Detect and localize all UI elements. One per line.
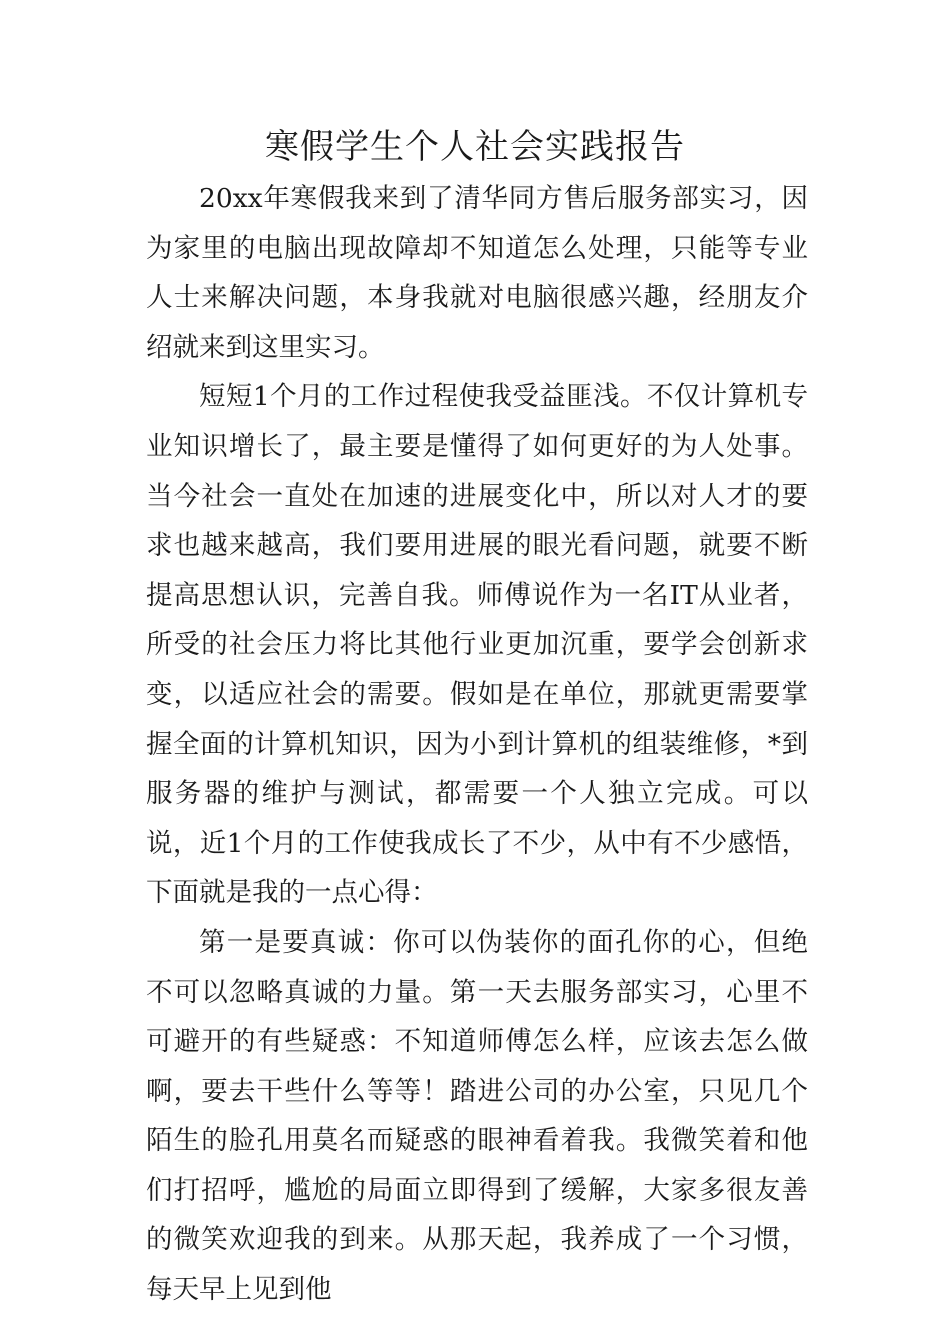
paragraph-3: 第一是要真诚：你可以伪装你的面孔你的心，但绝不可以忽略真诚的力量。第一天去服务部实习，心里不可避开的有些疑惑：不知道师傅怎么样，应该去怎么做啊，要去干些什么等等！踏进公司的办公室，只见几个陌生的脸孔用莫名而疑惑的眼神看着我。我微笑着和他们打招呼，尴尬的局面立即得到了缓解，大家多很友善的微笑欢迎我的到来。从那天起，我养成了一个习惯，每天早上见到他 [146, 926, 808, 1306]
document-title: 寒假学生个人社会实践报告 [265, 127, 685, 167]
paragraph-1: 20xx年寒假我来到了清华同方售后服务部实习，因为家里的电脑出现故障却不知道怎么处理，只能等专业人士来解决问题，本身我就对电脑很感兴趣，经朋友介绍就来到这里实习。 [146, 183, 808, 363]
paragraph-2: 短短1个月的工作过程使我受益匪浅。不仅计算机专业知识增长了，最主要是懂得了如何更好的为人处事。当今社会一直处在加速的进展变化中，所以对人才的要求也越来越高，我们要用进展的眼光看问题，就要不断提高思想认识，完善自我。师傅说作为一名IT从业者，所受的社会压力将比其他行业更加沉重，要学会创新求变，以适应社会的需要。假如是在单位，那就更需要掌握全面的计算机知识，因为小到计算机的组装维修，*到服务器的维护与测试，都需要一个人独立完成。可以说，近1个月的工作使我成长了不少，从中有不少感悟，下面就是我的一点心得： [146, 381, 808, 909]
document-body [146, 174, 808, 1315]
